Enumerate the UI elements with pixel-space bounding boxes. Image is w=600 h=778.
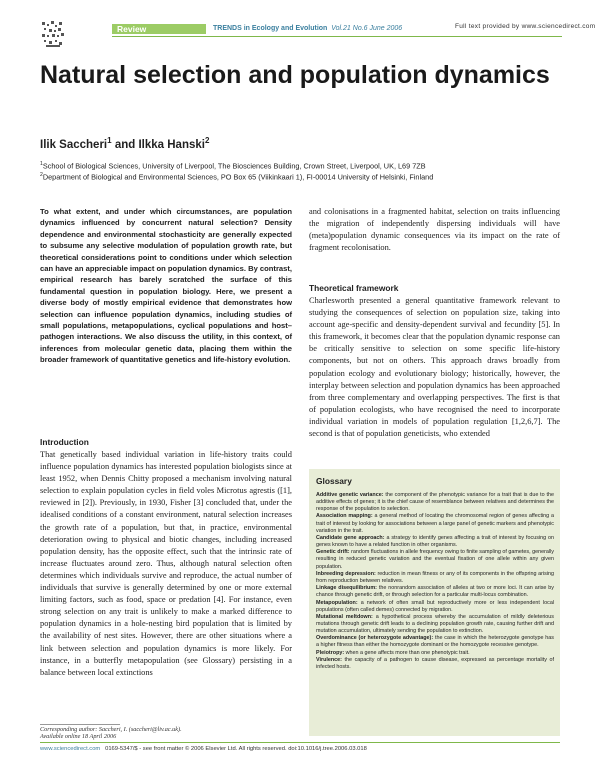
glossary-entry: [316, 614, 554, 635]
glossary-definition: the capacity of a pathogen to cause disease, expressed as percentage mortality of infected hosts.: [316, 657, 554, 671]
abstract: To what extent, and under which circumstances, are population dynamics influenced by concurrent natural selection? Density dependence and environmental stochasticity are generally expected to subsume any selective modulation of population growth rate, but theoretical considerations point to conditions under which selection can have an appreciable impact on population dynamics. By contrast, empirical research has barely scratched the surface of this fundamental question in population biology. Here, we present a diverse body of mostly empirical evidence that demonstrates how selection can influence population dynamics, including studies of small populations, metapopulations, cyclical populations and host–pathogen interactions. We also discuss the utility, in this context, of inferences from molecular genetic data, placing them within the broader framework of quantitative genetics and life-history evolution.: [40, 207, 292, 365]
affiliation: [40, 170, 560, 182]
glossary-term: Pleiotropy:: [316, 649, 345, 656]
glossary-term: Genetic drift:: [316, 549, 350, 556]
footer-rule: [40, 742, 560, 743]
journal-issue: Vol.21 No.6 June 2006: [331, 25, 403, 32]
footnote-rule: [40, 724, 120, 725]
glossary-definition: a strategy to identify genes affecting a trait of interest by focusing on genes known to have a related function in other organisms.: [316, 534, 555, 549]
glossary-entry: [316, 650, 554, 657]
glossary-term: Candidate gene approach:: [316, 534, 385, 541]
introduction-text: That genetically based individual variation in life-history traits could influence population dynamics has interested population biologists since at least 1952, when Dennis Chitty proposed a mechanism involving natural selection to explain population cycles in field voles Microtus agrestis ([1], reviewed in [2]). Previously, in 1930, Fisher [3] concluded that, under the idealised conditions of a constant environment, natural selection increases the growth rate of a population, but that, in practice, environmental deterioration owing to physical and biotic changes, including increased population density, has the opposite effect, such that the intrinsic rate of increase fluctuates around zero. Thus, although natural selection often determines which individuals survive and reproduce, the actual number of individuals that survive is generally determined by one or more external limiting factors, such as food, space or predation [4]. For instance, even strong selection on any trait is unlikely to make a marked difference to population dynamics in a hole-nesting bird population that is limited by the availability of nest sites. However, there are other situations where a link between selection and population dynamics is more likely. For instance, in a butterfly metapopulation (see Glossary) persisting in a balance between local extinctions: [40, 450, 292, 677]
author-name: Ilkka Hanski: [138, 138, 205, 151]
section-heading: Introduction: [40, 437, 89, 447]
glossary-entry: [316, 492, 554, 513]
article-title: Natural selection and population dynamics: [40, 61, 550, 89]
glossary-definition: a hypothetical process whereby the accumulation of mildly deleterious mutations through genetic drift leads to a declining population growth rate, causing further drift and mutation accumulation, ultimately sending the population to extinction.: [316, 613, 554, 635]
glossary-definition: random fluctuations in allele frequency owing to finite sampling of gametes, generally resulting in reduced genetic variation and the eventual fixation of one allele within any given population.: [316, 549, 555, 570]
author-affiliation-mark: 2: [204, 136, 210, 145]
glossary-term: Metapopulation:: [316, 599, 358, 606]
glossary-list: [316, 492, 554, 671]
corresponding-author-note: Corresponding author: Saccheri, I. (saccheri@liv.ac.uk).: [40, 726, 182, 733]
glossary-definition: when a gene affects more than one phenotypic trait.: [345, 649, 470, 656]
glossary-definition: the nonrandom association of alleles at two or more loci. It can arise by chance through genetic drift, or through selection for a particular multi-locus combination.: [316, 585, 555, 599]
footer-link[interactable]: www.sciencedirect.com: [40, 746, 101, 752]
glossary-entry: [316, 549, 554, 570]
glossary-definition: reduction in mean fitness or any of its components in the offspring arising from reproduction between relatives.: [316, 570, 555, 584]
glossary-term: Virulence:: [316, 657, 342, 664]
glossary-term: Overdominance (or heterozygote advantage):: [316, 635, 434, 642]
glossary-entry: [316, 513, 554, 534]
glossary-term: Inbreeding depression:: [316, 570, 376, 577]
glossary-entry: [316, 600, 554, 614]
glossary-definition: the component of the phenotypic variance for a trait that is due to the additive effects of genes; it is the chief cause of resemblance between relatives and determines the response of the population to selection.: [316, 492, 555, 513]
glossary-definition: the case in which the heterozygote genotype has a higher fitness than either the homozygote dominant or the homozygote recessive genotype.: [316, 635, 554, 649]
glossary-term: Association mapping:: [316, 513, 373, 520]
paragraph: and colonisations in a fragmented habitat, selection on traits influencing the migration of independently dispersing individuals will have (meta)population dynamic consequences via its impact on the rate of fragment recolonisation.: [309, 207, 560, 253]
glossary-entry: [316, 535, 554, 549]
glossary-term: Additive genetic variance:: [316, 492, 384, 498]
journal-info: [213, 25, 402, 32]
glossary-term: Linkage disequilibrium:: [316, 585, 377, 592]
available-online-note: Available online 18 April 2006: [40, 733, 117, 740]
glossary-definition: a network of often small but reproductively more or less independent local populations (often called demes) connected by migration.: [316, 599, 555, 613]
elsevier-logo-icon: [40, 20, 66, 50]
affiliation-mark: 2: [40, 172, 43, 178]
section-label: Review: [117, 24, 147, 34]
glossary-term: Mutational meltdown:: [316, 613, 373, 620]
author-affiliation-mark: 1: [107, 136, 112, 145]
footer-copyright: 0169-5347/$ - see front matter © 2006 Elsevier Ltd. All rights reserved. doi:10.1016/j.tree.2006.03.018: [105, 746, 367, 752]
glossary-title: Glossary: [316, 476, 352, 486]
footer: [40, 746, 367, 752]
author-name: Ilik Saccheri: [40, 138, 108, 151]
glossary-entry: [316, 571, 554, 585]
section-heading: Theoretical framework: [309, 283, 399, 293]
glossary-entry: [316, 635, 554, 649]
glossary-definition: a general method of locating the chromosomal region of genes affecting a trait of interest by looking for associations between a large panel of genetic markers and phenotypic variation in the trait.: [316, 513, 555, 534]
author-list: [40, 136, 209, 151]
header-rule: [112, 36, 562, 37]
author-conjunction: and: [114, 138, 136, 151]
affiliation-mark: 1: [40, 161, 43, 167]
affiliation-text: School of Biological Sciences, University of Liverpool, The Biosciences Building, Crown Street, Liverpool, UK, L69 7ZB: [42, 161, 426, 171]
glossary-entry: [316, 585, 554, 599]
affiliation-text: Department of Biological and Environmental Sciences, PO Box 65 (Viikinkaari 1), FI-00014 University of Helsinki, Finland: [42, 172, 434, 182]
journal-name: TRENDS in Ecology and Evolution: [213, 25, 328, 32]
glossary-entry: [316, 657, 554, 671]
barcode-text: Full text provided by www.sciencedirect.com: [455, 23, 596, 30]
theoretical-text: Charlesworth presented a general quantitative framework relevant to studying the consequences of selection on population size, taking into account age-specific and density-dependent survival and fecundity [5]. In this framework, it becomes clear that the population dynamic response can be critically sensitive to selection on some specific life-history components, but not on others. This approach draws broadly from population ecology and evolutionary biology; historically, however, the interplay between selection and population dynamics has been approached from three complementary and overlapping perspectives. The first is that of population ecologists, who have recognised the need to incorporate individual variation in models of population regulation [1,2,6,7]. The second is that of population geneticists, who extended: [309, 296, 560, 439]
